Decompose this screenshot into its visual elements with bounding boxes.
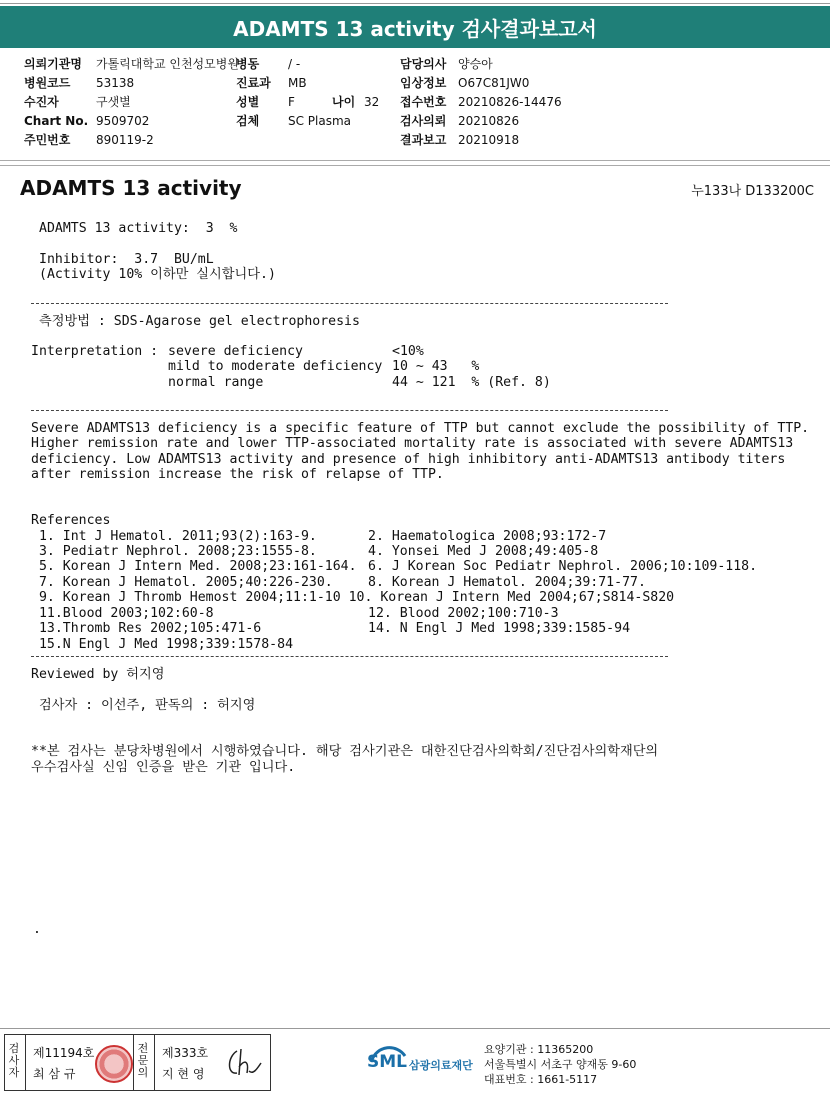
- reference-left: 15.N Engl J Med 1998;339:1578-84: [31, 637, 294, 652]
- reference-left: 7. Korean J Hematol. 2005;40:226-230.: [31, 575, 333, 590]
- paragraph-line: after remission increase the risk of relapse of TTP.: [31, 467, 444, 482]
- box-divider: [154, 1035, 155, 1090]
- notice-line: **본 검사는 분당차병원에서 시행하였습니다. 해당 검사기관은 대한진단검사의학회/진단검사의학재단의: [31, 744, 659, 759]
- header-label: 임상정보: [400, 76, 447, 90]
- box-divider: [25, 1035, 26, 1090]
- vlabel-char: 사: [8, 1054, 20, 1067]
- examiner-name: 최 삼 규: [33, 1067, 76, 1081]
- header-label: 진료과: [236, 76, 271, 90]
- header-value: 가톨릭대학교 인천성모병원: [96, 57, 239, 71]
- info-line: 요양기관 : 11365200: [484, 1043, 594, 1056]
- reference-left: 11.Blood 2003;102:60-8: [31, 606, 214, 621]
- section-title: ADAMTS 13 activity: [20, 176, 242, 200]
- interpretation-label: Interpretation :: [31, 344, 159, 359]
- paragraph-line: Severe ADAMTS13 deficiency is a specific feature of TTP but cannot exclude the possibility of TTP.: [31, 421, 810, 436]
- header-col-3: [400, 55, 562, 150]
- interp-range: <10%: [392, 344, 424, 359]
- reference-right: 12. Blood 2002;100:710-3: [368, 606, 559, 621]
- vlabel-char: 검: [8, 1042, 20, 1055]
- header-label: 수진자: [24, 95, 59, 109]
- age-value: 32: [364, 95, 380, 109]
- reference-left: 13.Thromb Res 2002;105:471-6: [31, 621, 262, 636]
- specialist-vertical-label: [136, 1043, 150, 1079]
- header-col-1: [24, 55, 239, 150]
- header-value: 20210826: [458, 114, 520, 128]
- interp-name: mild to moderate deficiency: [168, 359, 383, 374]
- stray-dot: .: [33, 922, 41, 937]
- interp-name: normal range: [168, 375, 264, 390]
- reference-left: 9. Korean J Thromb Hemost 2004;11:1-10 10. Korean J Intern Med 2004;67;S814-S820: [31, 590, 675, 605]
- dashed-divider: [31, 410, 668, 411]
- header-label: 검사의뢰: [400, 114, 447, 128]
- header-label: 성별: [236, 95, 260, 109]
- reference-left: 5. Korean J Intern Med. 2008;23:161-164.: [31, 559, 357, 574]
- header-value: MB: [288, 76, 307, 90]
- header-value: 9509702: [96, 114, 150, 128]
- reference-right: 4. Yonsei Med J 2008;49:405-8: [368, 544, 599, 559]
- header-value: SC Plasma: [288, 114, 352, 128]
- header-col-2: [236, 55, 379, 131]
- vlabel-char: 문: [137, 1054, 149, 1067]
- logo-subtitle: 삼광의료재단: [409, 1059, 473, 1072]
- vlabel-char: 전: [137, 1042, 149, 1055]
- header-label: 의뢰기관명: [24, 57, 82, 71]
- header-value: / -: [288, 57, 301, 71]
- interp-name: severe deficiency: [168, 344, 303, 359]
- header-label: 결과보고: [400, 133, 447, 147]
- vlabel-char: 의: [137, 1066, 149, 1079]
- header-label: 검체: [236, 114, 260, 128]
- sml-logo: [367, 1042, 479, 1078]
- header-value: 양승아: [458, 57, 493, 71]
- activity-result: ADAMTS 13 activity: 3 %: [39, 221, 238, 236]
- interp-range: 10 ~ 43 %: [392, 359, 480, 374]
- reference-right: 2. Haematologica 2008;93:172-7: [368, 529, 607, 544]
- examiner-line: 검사자 : 이선주, 판독의 : 허지영: [39, 698, 256, 713]
- header-label: 접수번호: [400, 95, 447, 109]
- institution-info: [484, 1042, 636, 1087]
- header-value: 890119-2: [96, 133, 154, 147]
- section-code: 누133나 D133200C: [691, 184, 814, 199]
- references-title: References: [31, 513, 111, 528]
- top-border: [0, 3, 830, 4]
- reference-left: 1. Int J Hematol. 2011;93(2):163-9.: [31, 529, 317, 544]
- signature-icon: [223, 1045, 263, 1081]
- age-label: 나이: [332, 95, 356, 109]
- reference-right: 6. J Korean Soc Pediatr Nephrol. 2006;10:109-118.: [368, 559, 758, 574]
- reviewed-by: Reviewed by 허지영: [31, 667, 165, 682]
- info-line: 서울특별시 서초구 양재동 9-60: [484, 1058, 637, 1071]
- header-value: 53138: [96, 76, 135, 90]
- signature-box: [4, 1034, 271, 1091]
- interp-range: 44 ~ 121 % (Ref. 8): [392, 375, 551, 390]
- header-value: 구샛별: [96, 95, 131, 109]
- dashed-divider: [31, 656, 668, 657]
- examiner-vertical-label: [7, 1043, 21, 1079]
- reference-right: 14. N Engl J Med 1998;339:1585-94: [368, 621, 631, 636]
- header-label: 담당의사: [400, 57, 447, 71]
- examiner-license-no: 제11194호: [33, 1046, 95, 1060]
- reference-right: 8. Korean J Hematol. 2004;39:71-77.: [368, 575, 646, 590]
- info-line: 대표번호 : 1661-5117: [484, 1073, 598, 1086]
- seal-stamp-icon: [95, 1045, 133, 1083]
- specialist-license-no: 제333호: [162, 1046, 209, 1060]
- header-value: 20210918: [458, 133, 520, 147]
- paragraph-line: deficiency. Low ADAMTS13 activity and presence of high inhibitory anti-ADAMTS13 antibody titers: [31, 452, 786, 467]
- header-label: 병동: [236, 57, 260, 71]
- header-label: 주민번호: [24, 133, 71, 147]
- box-divider: [133, 1035, 134, 1090]
- inhibitor-note: (Activity 10% 이하만 실시합니다.): [39, 267, 276, 282]
- header-value: F: [288, 95, 295, 109]
- inhibitor-result: Inhibitor: 3.7 BU/mL: [39, 252, 214, 267]
- header-label: Chart No.: [24, 114, 89, 128]
- paragraph-line: Higher remission rate and lower TTP-associated mortality rate is associated with severe ADAMTS13: [31, 436, 794, 451]
- notice-line: 우수검사실 신임 인증을 받은 기관 입니다.: [31, 760, 296, 775]
- header-divider: [0, 160, 830, 161]
- banner-title: ADAMTS 13 activity 검사결과보고서: [233, 16, 597, 41]
- specialist-name: 지 현 영: [162, 1067, 205, 1081]
- method-line: 측정방법 : SDS-Agarose gel electrophoresis: [39, 314, 360, 329]
- dashed-divider: [31, 303, 668, 304]
- report-banner: [0, 6, 830, 48]
- reference-left: 3. Pediatr Nephrol. 2008;23:1555-8.: [31, 544, 317, 559]
- header-value: O67C81JW0: [458, 76, 530, 90]
- header-value: 20210826-14476: [458, 95, 562, 109]
- header-label: 병원코드: [24, 76, 71, 90]
- vlabel-char: 자: [8, 1066, 20, 1079]
- logo-text: SML: [367, 1052, 407, 1072]
- header-divider: [0, 165, 830, 166]
